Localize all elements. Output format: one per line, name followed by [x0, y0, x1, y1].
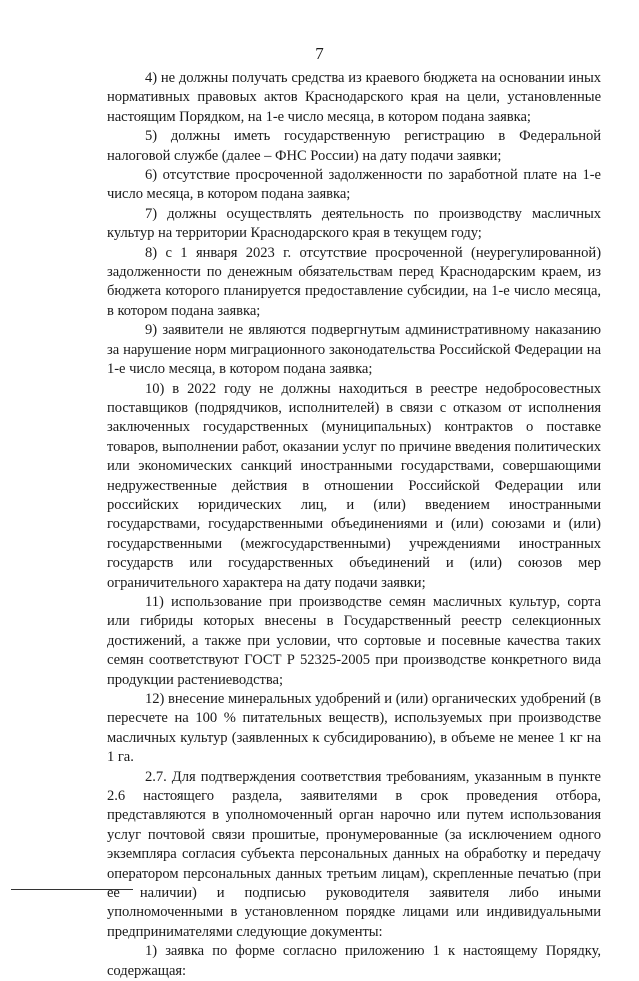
- paragraph-requirement-8: 8) с 1 января 2023 г. отсутствие просроченной (неурегулированной) задолженности по денежным обязательствам перед Краснодарским краем, из бюджета которого планируется предоставление субсидии, на 1-е число месяца, в котором подана заявка;: [107, 244, 601, 319]
- paragraph-requirement-7: 7) должны осуществлять деятельность по производству масличных культур на территории Краснодарского края в текущем году;: [107, 205, 601, 242]
- page-number: 7: [315, 44, 324, 63]
- paragraph-requirement-11: 11) использование при производстве семян масличных культур, сорта или гибриды которых внесены в Государственный реестр селекционных достижений, а также при условии, что сортовые и посевные качества таких семян соответствуют ГОСТ Р 52325-2005 при производстве конкретного вида продукции растениеводства;: [107, 593, 601, 688]
- paragraph-requirement-9: 9) заявители не являются подвергнутым административному наказанию за нарушение норм миграционного законодательства Российской Федерации на 1-е число месяца, в котором подана заявка;: [107, 322, 601, 378]
- paragraph-requirement-6: 6) отсутствие просроченной задолженности по заработной плате на 1-е число месяца, в котором подана заявка;: [107, 167, 601, 203]
- document-body: [107, 69, 601, 981]
- footnote-separator-line: [11, 889, 133, 890]
- paragraph-document-1: 1) заявка по форме согласно приложению 1 к настоящему Порядку, содержащая:: [107, 943, 601, 979]
- paragraph-section-2-7: 2.7. Для подтверждения соответствия требованиям, указанным в пункте 2.6 настоящего раздела, заявителями в срок проведения отбора, представляются в уполномоченный орган нарочно или путем использования услуг почтовой связи прошитые, пронумерованные (за исключением одного экземпляра согласия субъекта персональных данных на обработку и передачу оператором персональных данных третьим лицам), скрепленные печатью (при ее наличии) и подписью руководителя заявителя либо иными уполномоченными в установленном порядке лицами или индивидуальными предпринимателями следующие документы:: [107, 768, 601, 940]
- paragraph-requirement-4: 4) не должны получать средства из краевого бюджета на основании иных нормативных правовых актов Краснодарского края на цели, установленные настоящим Порядком, на 1-е число месяца, в котором подана заявка;: [107, 70, 601, 125]
- paragraph-requirement-5: 5) должны иметь государственную регистрацию в Федеральной налоговой службе (далее – ФНС России) на дату подачи заявки;: [107, 128, 601, 164]
- paragraph-requirement-10: 10) в 2022 году не должны находиться в реестре недобросовестных поставщиков (подрядчиков, исполнителей) в связи с отказом от исполнения заключенных государственных (муниципальных) контрактов о поставке товаров, выполнении работ, оказании услуг по причине введения политических или экономических санкций иностранными государствами, совершающими недружественные действия в отношении Российской Федерации или российских юридических лиц, и (или) введением иностранными государствами, государственными объединениями и (или) союзами и (или) государственными (межгосударственными) учреждениями иностранных государств или государственных объединений и (или) союзов мер ограничительного характера на дату подачи заявки;: [107, 380, 601, 591]
- paragraph-requirement-12: 12) внесение минеральных удобрений и (или) органических удобрений (в пересчете на 100 % питательных веществ), используемых при производстве масличных культур (заявленных к субсидированию), в объеме не менее 1 кг на 1 га.: [107, 691, 601, 766]
